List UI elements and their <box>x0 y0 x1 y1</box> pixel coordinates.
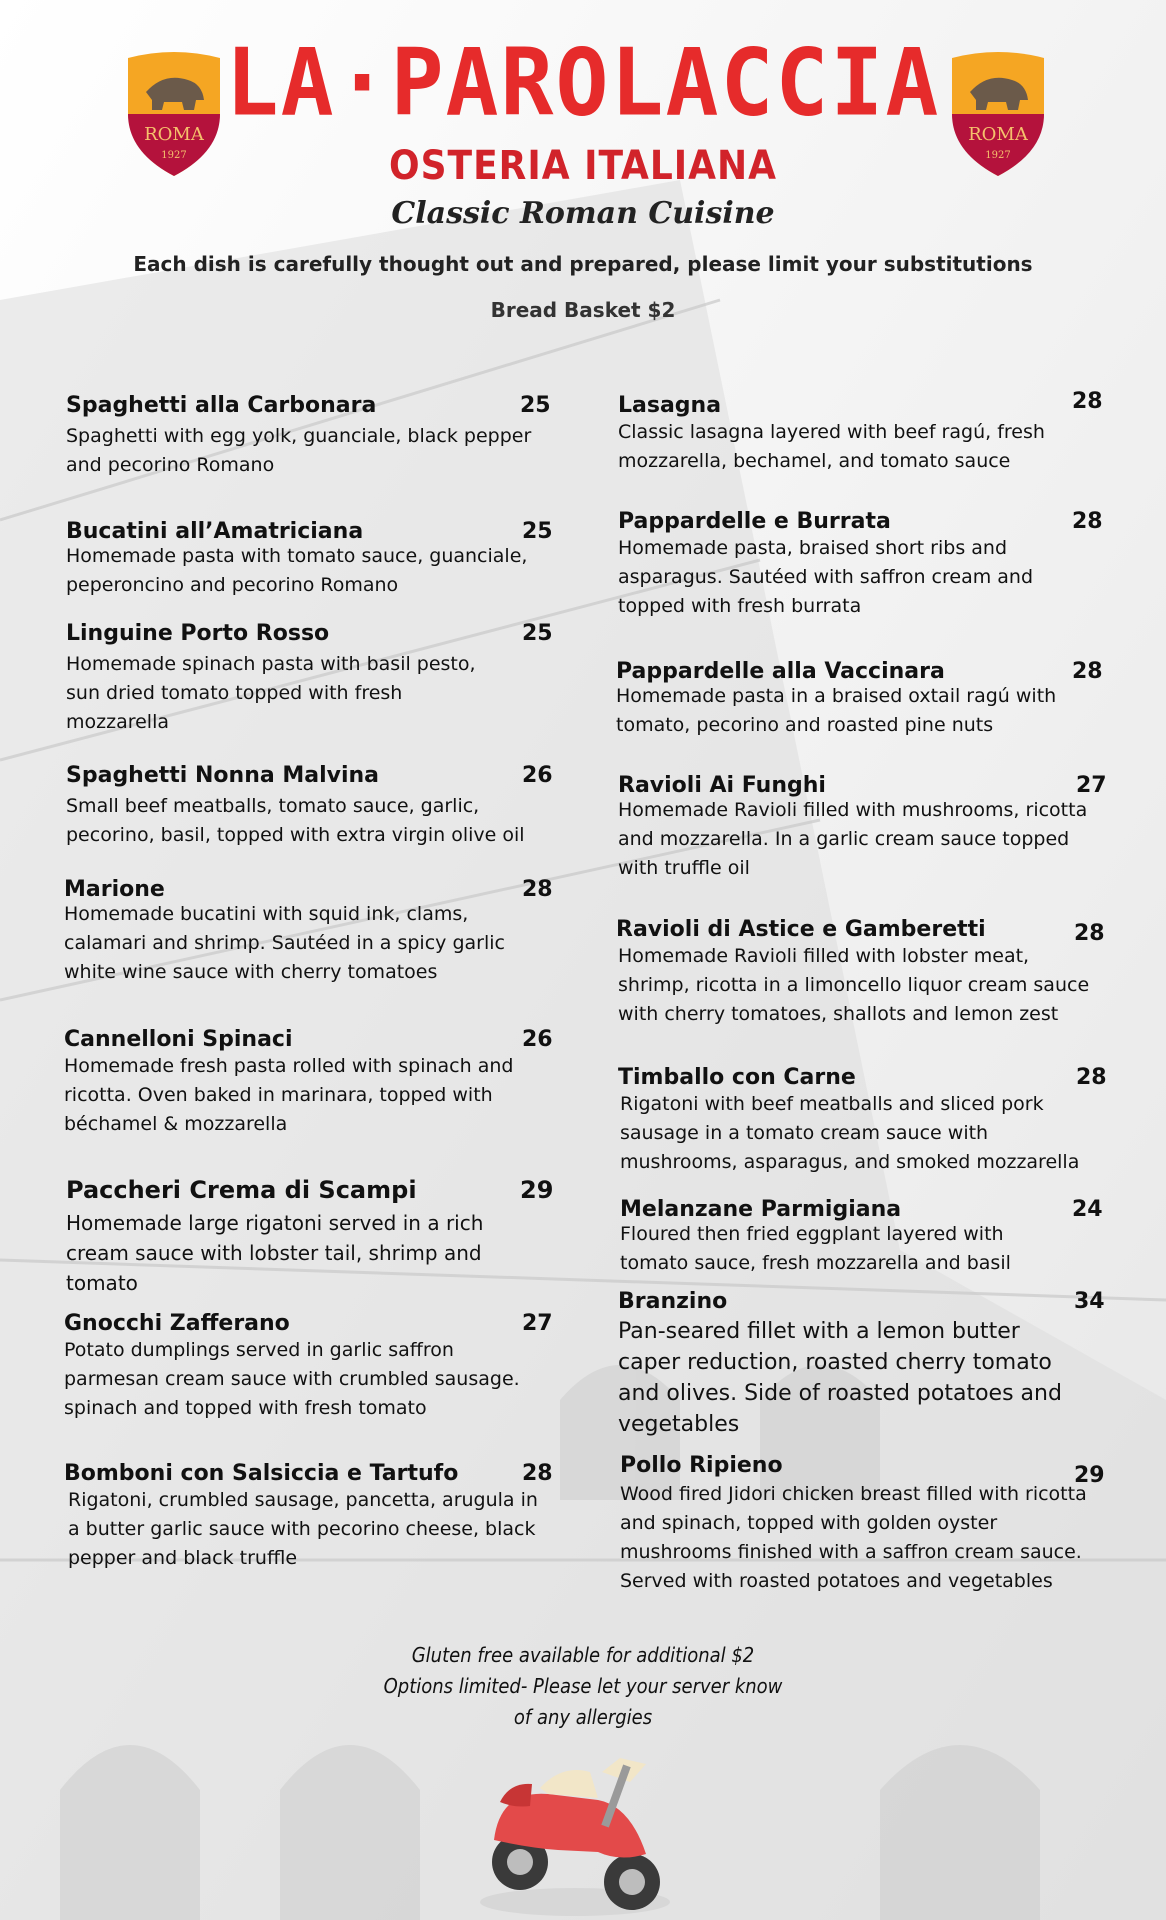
dish-price: 28 <box>1072 389 1103 414</box>
menu-item <box>64 1026 553 1146</box>
svg-text:ROMA: ROMA <box>968 124 1028 145</box>
dish-price: 25 <box>522 519 553 544</box>
options-limited-line: Options limited- Please let your server know <box>383 1674 783 1698</box>
menu-item <box>66 518 553 608</box>
dish-price: 25 <box>522 621 553 646</box>
dish-description: Homemade large rigatoni served in a rich cream sauce with lobster tail, shrimp and tomato <box>66 1211 484 1295</box>
dish-name: Gnocchi Zafferano <box>64 1311 290 1336</box>
menu-item <box>618 389 1103 482</box>
dish-price: 26 <box>522 763 553 788</box>
menu-item <box>620 1452 1104 1602</box>
dish-description: Rigatoni with beef meatballs and sliced pork sausage in a tomato cream sauce with mushrooms, asparagus, and smoked mozzarella <box>620 1093 1080 1173</box>
dish-name: Timballo con Carne <box>618 1065 856 1090</box>
dish-description: Floured then fried eggplant layered with tomato sauce, fresh mozzarella and basil <box>620 1223 1011 1274</box>
dish-name: Pappardelle alla Vaccinara <box>616 659 945 684</box>
dish-price: 24 <box>1072 1197 1103 1222</box>
dish-name: Paccheri Crema di Scampi <box>66 1176 417 1204</box>
dish-description: Spaghetti with egg yolk, guanciale, black pepper and pecorino Romano <box>66 425 532 476</box>
dish-description: Homemade pasta, braised short ribs and asparagus. Sautéed with saffron cream and topped with fresh burrata <box>618 537 1034 617</box>
dish-price: 27 <box>1076 773 1107 798</box>
dish-description: Homemade bucatini with squid ink, clams, calamari and shrimp. Sautéed in a spicy garlic white wine sauce with cherry tomatoes <box>64 903 505 983</box>
dish-name: Pollo Ripieno <box>620 1453 783 1478</box>
dish-price: 28 <box>1072 659 1103 684</box>
dish-price: 34 <box>1074 1289 1105 1314</box>
scooter-illustration <box>470 1742 680 1920</box>
allergy-note <box>0 1640 1166 1733</box>
dish-name: Spaghetti alla Carbonara <box>66 393 377 418</box>
dish-price: 28 <box>522 1461 553 1486</box>
dish-name: Lasagna <box>618 393 722 418</box>
cuisine-tagline: Classic Roman Cuisine <box>391 196 775 231</box>
menu-item <box>66 392 550 488</box>
dish-name: Pappardelle e Burrata <box>618 509 891 534</box>
dish-price: 25 <box>520 393 551 418</box>
dish-name: Branzino <box>618 1289 728 1314</box>
dish-description: Classic lasagna layered with beef ragú, fresh mozzarella, bechamel, and tomato sauce <box>618 421 1045 472</box>
dish-name: Marione <box>64 877 165 902</box>
dish-description: Pan-seared fillet with a lemon butter caper reduction, roasted cherry tomato and olives. Side of roasted potatoes and vegetables <box>618 1319 1062 1437</box>
restaurant-name: LA·PAROLACCIA <box>225 28 941 137</box>
menu-item <box>616 658 1103 748</box>
menu-item <box>64 1460 553 1580</box>
dish-name: Ravioli Ai Funghi <box>618 773 826 798</box>
dish-description: Homemade pasta in a braised oxtail ragú with tomato, pecorino and roasted pine nuts <box>616 685 1057 736</box>
dish-name: Ravioli di Astice e Gamberetti <box>616 917 986 942</box>
menu-item <box>64 1310 553 1430</box>
dish-name: Bomboni con Salsiccia e Tartufo <box>64 1461 459 1486</box>
menu-item <box>618 772 1107 892</box>
svg-text:ROMA: ROMA <box>144 124 204 145</box>
dish-name: Melanzane Parmigiana <box>620 1197 902 1222</box>
dish-description: Homemade Ravioli filled with mushrooms, ricotta and mozzarella. In a garlic cream sauce topped with truffle oil <box>618 799 1088 879</box>
dish-price: 28 <box>1074 921 1105 946</box>
dish-price: 29 <box>520 1176 554 1204</box>
dish-description: Rigatoni, crumbled sausage, pancetta, arugula in a butter garlic sauce with pecorino cheese, black pepper and black truffle <box>68 1489 538 1569</box>
svg-text:1927: 1927 <box>985 150 1011 161</box>
bread-basket-price: Bread Basket $2 <box>490 298 676 322</box>
restaurant-subtitle: OSTERIA ITALIANA <box>389 143 777 189</box>
dish-name: Cannelloni Spinaci <box>64 1027 293 1052</box>
dish-description: Homemade spinach pasta with basil pesto, sun dried tomato topped with fresh mozzarella <box>66 653 476 733</box>
dish-name: Spaghetti Nonna Malvina <box>66 763 380 788</box>
gluten-free-line: Gluten free available for additional $2 <box>411 1643 755 1667</box>
dish-price: 28 <box>1076 1065 1107 1090</box>
dish-price: 26 <box>522 1027 553 1052</box>
dish-price: 29 <box>1074 1463 1105 1488</box>
dish-description: Wood fired Jidori chicken breast filled with ricotta and spinach, topped with golden oyster mushrooms finished with a saffron cream sauce. Served with roasted potatoes and vegetables <box>620 1483 1087 1592</box>
dish-name: Bucatini all’Amatriciana <box>66 519 364 544</box>
dish-price: 27 <box>522 1311 553 1336</box>
svg-text:1927: 1927 <box>161 150 187 161</box>
menu-item <box>618 1288 1105 1438</box>
dish-price: 28 <box>1072 509 1103 534</box>
menu-item <box>620 1196 1103 1286</box>
menu-item <box>66 1176 554 1296</box>
dish-description: Small beef meatballs, tomato sauce, garlic, pecorino, basil, topped with extra virgin olive oil <box>66 795 525 846</box>
substitution-notice: Each dish is carefully thought out and prepared, please limit your substitutions <box>133 252 1033 276</box>
menu-item <box>64 876 553 996</box>
dish-description: Potato dumplings served in garlic saffron parmesan cream sauce with crumbled sausage. spinach and topped with fresh tomato <box>64 1339 520 1419</box>
dish-price: 28 <box>522 877 553 902</box>
menu-item <box>616 916 1105 1036</box>
menu-item <box>618 508 1103 628</box>
dish-description: Homemade fresh pasta rolled with spinach and ricotta. Oven baked in marinara, topped with béchamel & mozzarella <box>64 1055 514 1135</box>
dish-description: Homemade pasta with tomato sauce, guanciale, peperoncino and pecorino Romano <box>66 545 528 596</box>
dish-description: Homemade Ravioli filled with lobster meat, shrimp, ricotta in a limoncello liquor cream sauce with cherry tomatoes, shallots and lemon zest <box>618 945 1090 1025</box>
dish-name: Linguine Porto Rosso <box>66 621 330 646</box>
menu-item <box>66 762 553 852</box>
menu-item <box>66 620 553 740</box>
menu-item <box>618 1064 1107 1184</box>
allergies-line: of any allergies <box>513 1705 653 1729</box>
